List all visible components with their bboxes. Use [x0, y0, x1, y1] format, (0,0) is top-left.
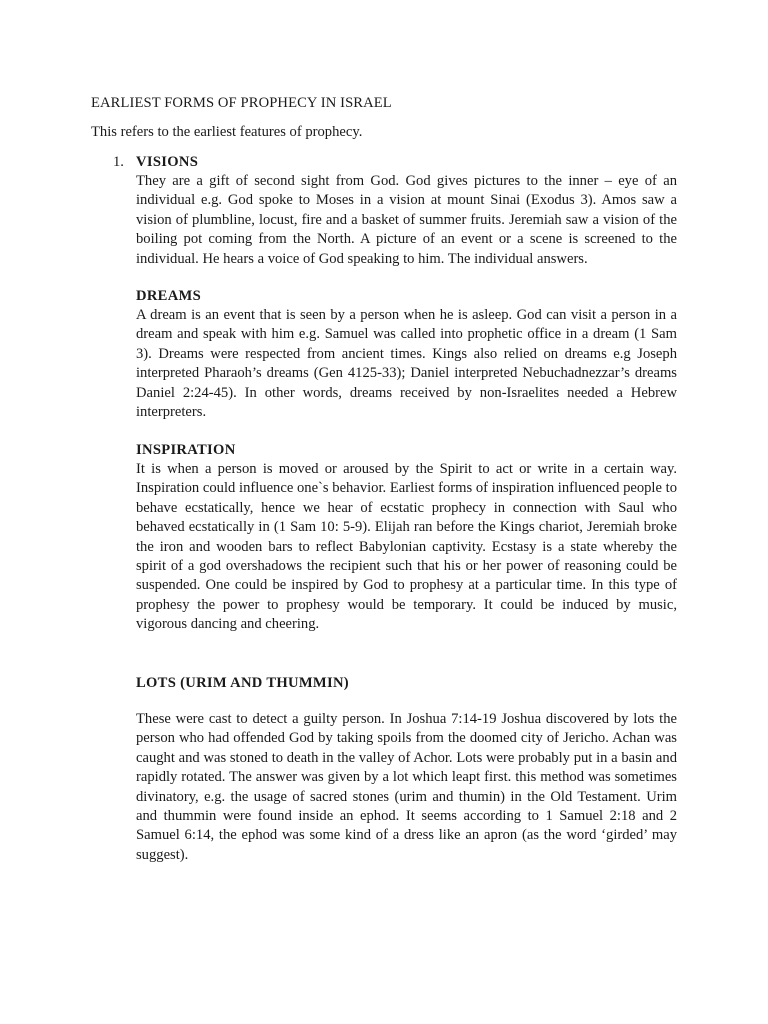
section-lots-heading-block: [136, 673, 677, 693]
section-heading: INSPIRATION: [136, 442, 236, 458]
section-lots-body: These were cast to detect a guilty person. In Joshua 7:14-19 Joshua discovered by lots the person who had offended God by taking spoils from the doomed city of Jericho. Achan was caught and was stoned to death in the valley of Achor. Lots were probably put in a basin and rapidly rotated. The answer was given by a lot which leapt first. this method was sometimes divinatory, e.g. the usage of sacred stones (urim and thumin) in the Old Testament. Urim and thummin were found inside an ephod. It seems according to 1 Samuel 2:18 and 2 Samuel 6:14, the ephod was some kind of a dress like an apron (as the word ‘girded’ may suggest).: [136, 711, 677, 863]
document-title: EARLIEST FORMS OF PROPHECY IN ISRAEL: [91, 95, 392, 111]
section-dreams: [136, 286, 677, 422]
section-body: They are a gift of second sight from God. God gives pictures to the inner – eye of an individual e.g. God spoke to Moses in a vision at mount Sinai (Exodus 3). Amos saw a vision of plumbline, locust, fire and a basket of summer fruits. Jeremiah saw a vision of the boiling pot coming from the North. A picture of an event or a scene is screened to the individual. He hears a voice of God speaking to him. The individual answers.: [136, 173, 677, 267]
intro-paragraph: This refers to the earliest features of prophecy.: [91, 124, 363, 140]
list-number: 1.: [113, 154, 124, 170]
section-heading: VISIONS: [136, 154, 199, 170]
section-visions: [136, 152, 677, 269]
section-heading: LOTS (URIM AND THUMMIN): [136, 675, 349, 691]
section-inspiration: [136, 440, 677, 635]
section-heading: DREAMS: [136, 288, 202, 304]
section-body: It is when a person is moved or aroused by the Spirit to act or write in a certain way. Inspiration could influence one`s behavior. Earliest forms of inspiration influenced people to behave ecstatically, hence we hear of ecstatic prophecy in connection with Saul who behaved ecstatically in (1 Sam 10: 5-9). Elijah ran before the Kings chariot, Jeremiah broke the iron and wooden bars to reflect Babylonian captivity. Ecstasy is a state whereby the spirit of a god overshadows the recipient such that his or her power of reasoning could be suspended. One could be inspired by God to prophesy at a particular time. In this type of prophesy the power to prophesy would be temporary. It could be induced by music, vigorous dancing and cheering.: [136, 461, 677, 633]
section-body: A dream is an event that is seen by a person when he is asleep. God can visit a person in a dream and speak with him e.g. Samuel was called into prophetic office in a dream (1 Sam 3). Dreams were respected from ancient times. Kings also relied on dreams e.g Joseph interpreted Pharaoh’s dreams (Gen 4125-33); Daniel interpreted Nebuchadnezzar’s dreams Daniel 2:24-45). In other words, dreams received by non-Israelites needed a Hebrew interpreters.: [136, 307, 677, 421]
